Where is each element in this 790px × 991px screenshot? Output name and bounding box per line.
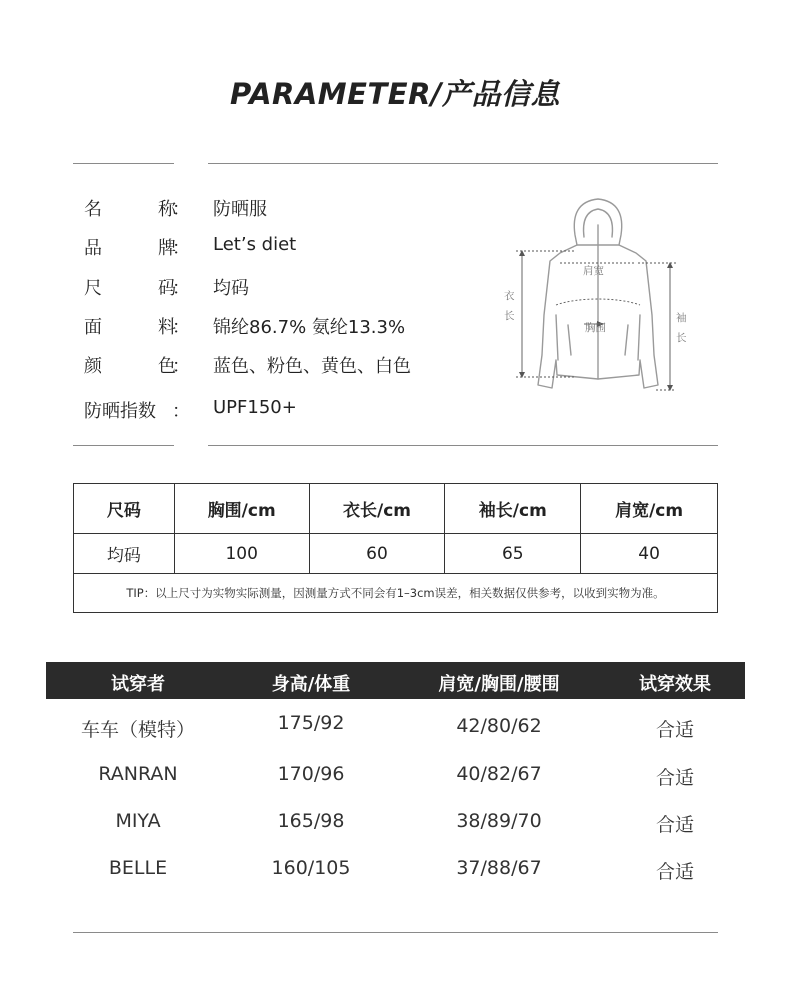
page-title: PARAMETER/产品信息 (230, 77, 560, 111)
info-label: 防晒指数 (84, 401, 156, 422)
trial-table-header (46, 662, 745, 699)
size-cell: 65 (445, 534, 581, 574)
size-header-cell: 袖长/cm (445, 484, 581, 534)
sleeve-seam-right (638, 315, 640, 360)
tip-text: TIP：以上尺寸为实物实际测量，因测量方式不同会有1–3cm误差，相关数据仅供参考，以收到实物为准。 (74, 574, 718, 613)
divider (73, 445, 174, 446)
info-label: 品 牌 (84, 238, 176, 259)
size-header-cell: 尺码 (74, 484, 175, 534)
info-value: 防晒服 (213, 199, 267, 220)
trial-cell: 42/80/62 (456, 715, 542, 737)
sleeve-label-1: 袖 (676, 312, 687, 324)
trial-cell: 170/96 (277, 763, 345, 785)
size-cell: 100 (174, 534, 309, 574)
trial-cell: 合适 (655, 719, 695, 741)
shoulder-label: 肩宽 (583, 265, 604, 277)
sleeve-label-2: 长 (676, 332, 687, 344)
trial-header-cell: 试穿者 (111, 674, 165, 695)
table-row (46, 763, 745, 793)
left-pocket (568, 325, 571, 355)
length-label-1: 衣 (504, 290, 515, 302)
trial-cell: RANRAN (98, 763, 178, 785)
trial-cell: BELLE (108, 857, 168, 879)
chest-label: 胸围 (585, 322, 606, 334)
jacket-diagram (498, 195, 688, 395)
right-pocket (625, 325, 628, 355)
size-table-header (74, 484, 718, 534)
trial-cell: 合适 (655, 814, 695, 836)
tip-row (74, 574, 718, 613)
length-label-2: 长 (504, 310, 515, 322)
table-row (74, 534, 718, 574)
divider (73, 163, 174, 164)
info-label: 面 料 (84, 317, 176, 338)
divider (208, 445, 718, 446)
trial-cell: 合适 (655, 767, 695, 789)
size-table (73, 483, 718, 613)
table-row (46, 712, 745, 745)
size-cell: 60 (309, 534, 445, 574)
trial-cell: 165/98 (277, 810, 345, 832)
info-value: 蓝色、粉色、黄色、白色 (213, 356, 411, 377)
info-label: 尺 码 (84, 278, 176, 299)
info-value: UPF150+ (213, 397, 297, 418)
trial-header-cell: 肩宽/胸围/腰围 (438, 674, 560, 695)
info-value: Let’s diet (213, 234, 297, 255)
trial-cell: 160/105 (271, 857, 351, 879)
size-header-cell: 胸围/cm (174, 484, 309, 534)
trial-header-cell: 身高/体重 (271, 674, 351, 695)
sleeve-seam-left (556, 315, 558, 360)
size-header-cell: 肩宽/cm (581, 484, 718, 534)
divider (208, 163, 718, 164)
trial-cell: 38/89/70 (456, 810, 542, 832)
info-value: 均码 (213, 278, 249, 299)
divider (73, 932, 718, 933)
trial-cell: 37/88/67 (456, 857, 542, 879)
table-row (46, 810, 745, 840)
info-value: 锦纶86.7% 氨纶13.3% (213, 317, 406, 338)
table-row (46, 857, 745, 887)
trial-header-cell: 试穿效果 (639, 674, 711, 695)
info-label: 名 称 (84, 199, 176, 220)
trial-cell: 40/82/67 (456, 763, 542, 785)
trial-cell: 合适 (655, 861, 695, 883)
trial-cell: 175/92 (277, 712, 345, 734)
trial-cell: 车车（模特） (80, 719, 196, 741)
size-cell: 均码 (74, 534, 175, 574)
info-label: 颜 色 (84, 356, 176, 377)
size-header-cell: 衣长/cm (309, 484, 445, 534)
trial-cell: MIYA (115, 810, 161, 832)
size-cell: 40 (581, 534, 718, 574)
